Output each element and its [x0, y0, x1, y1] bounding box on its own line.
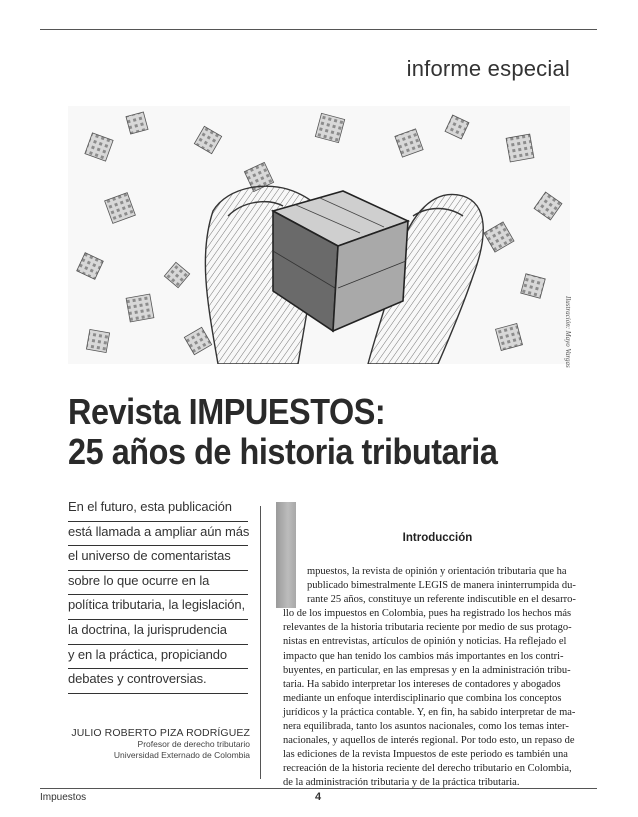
article-body [283, 565, 576, 791]
body-line: nacionales, y aquellos de interés regional. Por todo esto, un repaso de [283, 735, 575, 747]
body-line: buyentes, en particular, en las empresas y en la administración tribu- [283, 664, 571, 676]
body-line: jurídicos y la práctica contable. Y, en fin, ha sabido interpretar de ma- [283, 706, 576, 718]
body-line: relevantes de la historia tributaria reciente por medio de sus protago- [283, 622, 572, 634]
illustration-credit: Ilustración: Mayo Vargas [564, 296, 572, 368]
hands-holding-cube-illustration [68, 106, 572, 368]
footer-publication: Impuestos [40, 792, 87, 803]
body-line: nera equilibrada, tanto los asuntos nacionales, como los temas inter- [283, 721, 569, 733]
pull-quote-line: debates y controversias. [68, 669, 248, 694]
cover-illustration [68, 106, 572, 368]
pull-quote-line: En el futuro, esta publicación [68, 497, 248, 522]
article-title [68, 392, 497, 472]
body-line: publicado bimestralmente LEGIS de manera ininterrumpida du- [307, 580, 576, 592]
page-number: 4 [315, 791, 322, 803]
column-divider [260, 506, 261, 779]
pull-quote-line: el universo de comentaristas [68, 546, 248, 571]
title-line-2: 25 años de historia tributaria [68, 431, 498, 472]
title-line-1: Revista IMPUESTOS: [68, 391, 386, 432]
body-line: de la administración tributaria y de la práctica tributaria. [283, 777, 520, 789]
author-block [60, 727, 250, 761]
pull-quote-line: sobre lo que ocurre en la [68, 571, 248, 596]
body-line: nistas en entrevistas, artículos de opinión y noticias. Ha reflejado el [283, 636, 567, 648]
intro-heading: Introducción [402, 532, 473, 544]
body-line: taria. Ha sabido interpretar los intereses de contadores y abogados [283, 678, 561, 690]
body-line: mpuestos, la revista de opinión y orientación tributaria que ha [307, 566, 567, 577]
pull-quote-line: y en la práctica, propiciando [68, 645, 248, 670]
body-line: rante 25 años, constituye un referente indiscutible en el desarro- [307, 594, 576, 606]
body-line: recreación de la historia reciente del derecho tributario en Colombia, [283, 763, 572, 775]
author-institution: Universidad Externado de Colombia [113, 750, 250, 760]
pull-quote [68, 497, 248, 694]
section-label: informe especial [406, 56, 570, 81]
top-rule [40, 29, 597, 30]
pull-quote-line: la doctrina, la jurisprudencia [68, 620, 248, 645]
pull-quote-line: política tributaria, la legislación, [68, 595, 248, 620]
bottom-rule [40, 788, 597, 789]
body-line: mediante un enfoque interdisciplinario que combina los conceptos [283, 692, 562, 704]
body-line: impacto que han tenido los cambios más importantes en los contri- [283, 650, 564, 662]
author-role: Profesor de derecho tributario [137, 739, 250, 749]
body-line: las ediciones de la revista Impuestos de este periodo es también una [283, 749, 568, 761]
body-line: llo de los impuestos en Colombia, pues ha registrado los hechos más [283, 608, 572, 620]
pull-quote-line: está llamada a ampliar aún más [68, 522, 248, 547]
author-name: JULIO ROBERTO PIZA RODRÍGUEZ [71, 727, 250, 739]
